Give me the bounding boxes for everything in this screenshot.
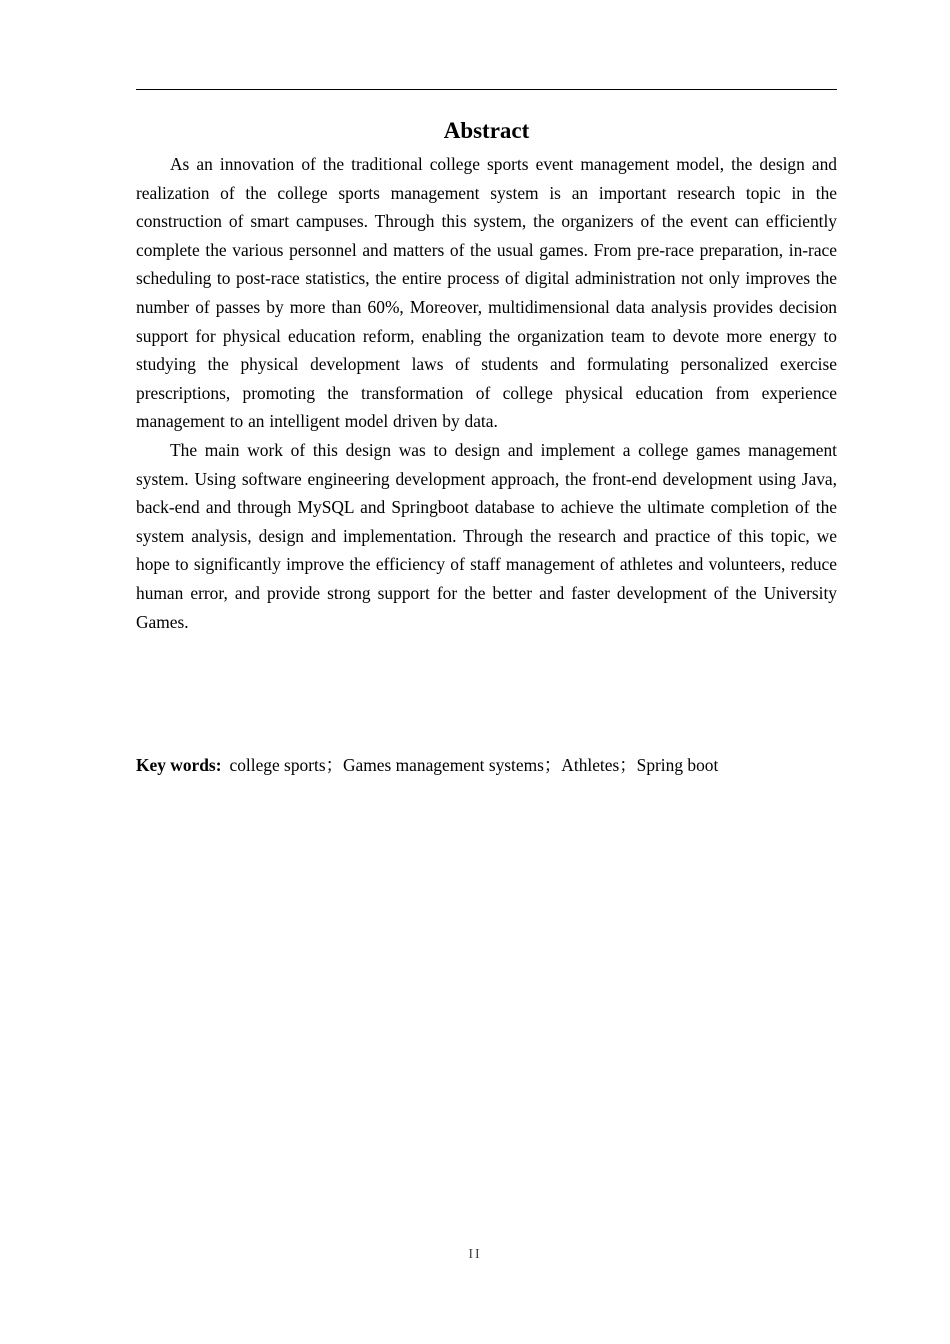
header-rule [136,89,837,90]
keywords-label: Key words: [136,755,222,775]
page-title: Abstract [443,118,530,143]
page-number: II [468,1247,482,1262]
keywords-list: college sports；Games management systems；Athletes；Spring boot [229,755,719,775]
abstract-body [136,150,837,636]
abstract-paragraph-2: The main work of this design was to design and implement a college games management system. Using software engineering development approach, the front-end development using Java, back-end and through MySQL and Springboot database to achieve the ultimate completion of the system analysis, design and implementation. Through the research and practice of this topic, we hope to significantly improve the efficiency of staff management of athletes and volunteers, reduce human error, and provide strong support for the better and faster development of the University Games. [136,439,837,632]
keywords-line [136,751,837,779]
abstract-paragraph-1: As an innovation of the traditional college sports event management model, the design and realization of the college sports management system is an important research topic in the construction of smart campuses. Through this system, the organizers of the event can efficiently complete the various personnel and matters of the usual games. From pre-race preparation, in-race scheduling to post-race statistics, the entire process of digital administration not only improves the number of passes by more than 60%, Moreover, multidimensional data analysis provides decision support for physical education reform, enabling the organization team to devote more energy to studying the physical development laws of students and formulating personalized exercise prescriptions, promoting the transformation of college physical education from experience management to an intelligent model driven by data. [136,154,837,432]
